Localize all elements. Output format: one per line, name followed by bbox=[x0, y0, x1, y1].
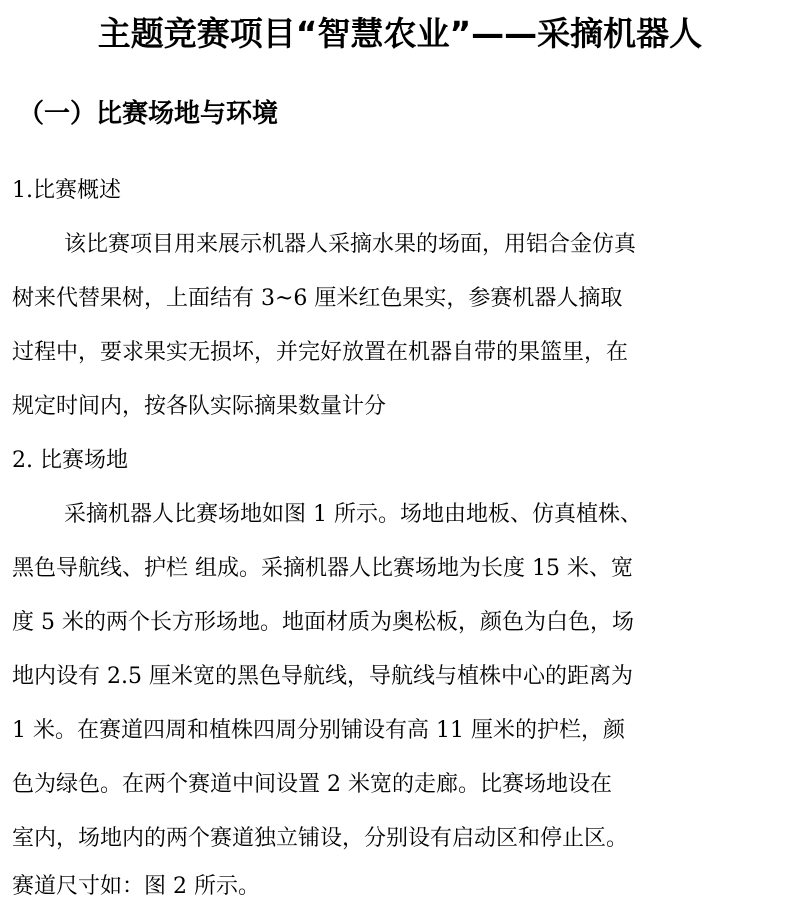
paragraph-line: 地内设有 2.5 厘米宽的黑色导航线，导航线与植株中心的距离为 bbox=[12, 664, 633, 689]
paragraph-line: 度 5 米的两个长方形场地。地面材质为奥松板，颜色为白色，场 bbox=[12, 610, 634, 635]
paragraph-line: 规定时间内，按各队实际摘果数量计分 bbox=[12, 394, 387, 419]
paragraph-line: 树来代替果树，上面结有 3~6 厘米红色果实，参赛机器人摘取 bbox=[12, 286, 623, 311]
paragraph-line: 室内，场地内的两个赛道独立铺设，分别设有启动区和停止区。 bbox=[12, 826, 629, 851]
paragraph-line: 该比赛项目用来展示机器人采摘水果的场面，用铝合金仿真 bbox=[64, 232, 637, 257]
subsection-heading-venue: 2. 比赛场地 bbox=[12, 448, 128, 473]
paragraph-line: 采摘机器人比赛场地如图 1 所示。场地由地板、仿真植株、 bbox=[64, 502, 642, 527]
document-title: 主题竞赛项目“智慧农业”——采摘机器人 bbox=[97, 14, 703, 53]
subsection-heading-overview: 1.比赛概述 bbox=[12, 178, 121, 203]
section-heading: （一）比赛场地与环境 bbox=[18, 99, 279, 129]
paragraph-line: 1 米。在赛道四周和植株四周分别铺设有高 11 厘米的护栏，颜 bbox=[12, 718, 625, 743]
paragraph-line: 色为绿色。在两个赛道中间设置 2 米宽的走廊。比赛场地设在 bbox=[12, 772, 612, 797]
paragraph-line: 黑色导航线、护栏 组成。采摘机器人比赛场地为长度 15 米、宽 bbox=[12, 556, 633, 581]
paragraph-line: 赛道尺寸如：图 2 所示。 bbox=[12, 874, 260, 899]
paragraph-line: 过程中，要求果实无损坏，并完好放置在机器自带的果篮里，在 bbox=[12, 340, 629, 365]
